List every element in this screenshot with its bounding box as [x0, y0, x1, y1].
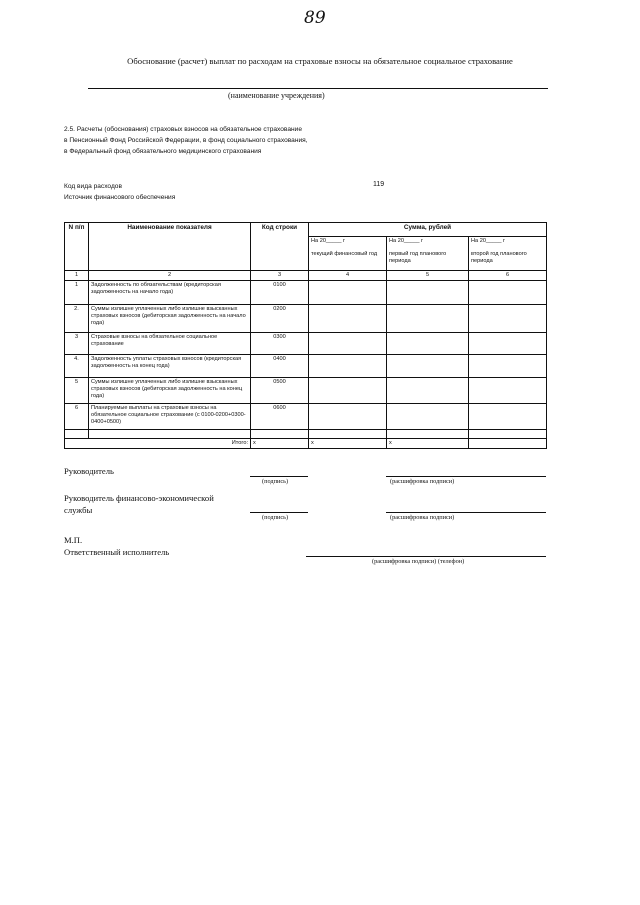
- total-x-mark: x: [387, 439, 469, 449]
- header-code: Код строки: [251, 223, 309, 271]
- expense-code-label: Код вида расходов: [64, 183, 122, 190]
- row-value[interactable]: [309, 355, 387, 378]
- col-number: 5: [387, 271, 469, 281]
- institution-caption: (наименование учреждения): [228, 91, 325, 100]
- total-row: [65, 439, 547, 449]
- section-heading: [64, 124, 308, 157]
- decoding-caption: (расшифровка подписи): [390, 514, 455, 521]
- table-row: [65, 404, 547, 430]
- header-num: N п/п: [65, 223, 89, 271]
- year-prefix: На 20_____ г: [311, 238, 346, 244]
- row-value[interactable]: [469, 404, 547, 430]
- row-value[interactable]: [469, 281, 547, 305]
- finance-decoding-line[interactable]: [386, 512, 546, 513]
- row-value[interactable]: [387, 378, 469, 404]
- finance-head-label: [64, 492, 214, 516]
- row-code: 0500: [251, 378, 309, 404]
- table-row: [65, 305, 547, 333]
- table-row: [65, 355, 547, 378]
- signature-caption: (подпись): [262, 514, 289, 521]
- year-desc: первый год планового периода: [389, 251, 447, 264]
- executor-line[interactable]: [306, 556, 546, 557]
- total-x-mark: x: [251, 439, 309, 449]
- head-label: Руководитель: [64, 466, 114, 476]
- table-row: [65, 281, 547, 305]
- row-name: Суммы излишне уплаченных либо излишне взысканных страховых взносов (дебиторская задолженность на начало года): [89, 305, 251, 333]
- row-value[interactable]: [469, 333, 547, 355]
- year-desc: второй год планового периода: [471, 251, 527, 264]
- expense-code-value: 119: [373, 181, 385, 188]
- row-value[interactable]: [469, 378, 547, 404]
- year-prefix: На 20_____ г: [471, 238, 506, 244]
- row-num: 6: [65, 404, 89, 430]
- col-number: 1: [65, 271, 89, 281]
- finance-head-label-line: Руководитель финансово-экономической: [64, 493, 214, 503]
- year-prefix: На 20_____ г: [389, 238, 424, 244]
- head-decoding-line[interactable]: [386, 476, 546, 477]
- row-name: Задолженность по обязательствам (кредиторская задолженность на начало года): [89, 281, 251, 305]
- row-num: 5: [65, 378, 89, 404]
- row-code: 0200: [251, 305, 309, 333]
- table-row-empty: [65, 430, 547, 439]
- contributions-table: [64, 222, 547, 449]
- executor-label: Ответственный исполнитель: [64, 547, 170, 557]
- row-name: Задолженность уплаты страховых взносов (кредиторская задолженность на конец года): [89, 355, 251, 378]
- section-heading-line: в Пенсионный Фонд Российской Федерации, в фонд социального страхования,: [64, 137, 308, 144]
- row-value[interactable]: [387, 404, 469, 430]
- row-num: 2.: [65, 305, 89, 333]
- col-number: 2: [89, 271, 251, 281]
- row-num: 1: [65, 281, 89, 305]
- col-number: 6: [469, 271, 547, 281]
- header-sum: Сумма, рублей: [309, 223, 547, 237]
- section-heading-line: 2.5. Расчеты (обоснования) страховых взносов на обязательное страхование: [64, 126, 303, 133]
- page-number: 89: [304, 8, 326, 28]
- row-code: 0300: [251, 333, 309, 355]
- finance-head-label-line: службы: [64, 505, 93, 515]
- row-value[interactable]: [309, 281, 387, 305]
- funding-source-label: Источник финансового обеспечения: [64, 194, 176, 201]
- row-code: 0600: [251, 404, 309, 430]
- head-signature-line[interactable]: [250, 476, 308, 477]
- header-year-2: [387, 237, 469, 271]
- header-year-1: [309, 237, 387, 271]
- section-heading-line: в Федеральный фонд обязательного медицинского страхования: [64, 148, 262, 155]
- row-value[interactable]: [387, 355, 469, 378]
- row-value[interactable]: [309, 404, 387, 430]
- header-name: Наименование показателя: [89, 223, 251, 271]
- total-label: Итого:: [65, 439, 251, 449]
- decoding-phone-caption: (расшифровка подписи) (телефон): [372, 558, 465, 565]
- table-row: [65, 333, 547, 355]
- document-title: Обоснование (расчет) выплат по расходам на страховые взносы на обязательное социальное страхование: [127, 56, 513, 66]
- row-value[interactable]: [387, 333, 469, 355]
- row-code: 0400: [251, 355, 309, 378]
- table-row: [65, 378, 547, 404]
- row-value[interactable]: [387, 305, 469, 333]
- stamp-label: М.П.: [64, 535, 83, 545]
- row-num: 4.: [65, 355, 89, 378]
- row-value[interactable]: [309, 305, 387, 333]
- decoding-caption: (расшифровка подписи): [390, 478, 455, 485]
- year-desc: текущий финансовый год: [311, 251, 378, 257]
- column-number-row: [65, 271, 547, 281]
- col-number: 3: [251, 271, 309, 281]
- finance-signature-line[interactable]: [250, 512, 308, 513]
- row-value[interactable]: [469, 305, 547, 333]
- institution-name-line: [88, 88, 548, 89]
- col-number: 4: [309, 271, 387, 281]
- row-name: Планируемые выплаты на страховые взносы на обязательное социальное страхование (с 0100-0200+0300-0400+0500): [89, 404, 251, 430]
- row-value[interactable]: [469, 355, 547, 378]
- row-name: Суммы излишне уплаченных либо излишне взысканных страховых взносов (дебиторская задолженность на конец года): [89, 378, 251, 404]
- total-value[interactable]: [469, 439, 547, 449]
- row-code: 0100: [251, 281, 309, 305]
- meta-block: [64, 181, 175, 203]
- row-name: Страховые взносы на обязательное социальное страхование: [89, 333, 251, 355]
- row-value[interactable]: [387, 281, 469, 305]
- row-value[interactable]: [309, 378, 387, 404]
- header-year-3: [469, 237, 547, 271]
- row-value[interactable]: [309, 333, 387, 355]
- total-x-mark: x: [309, 439, 387, 449]
- signature-caption: (подпись): [262, 478, 289, 485]
- row-num: 3: [65, 333, 89, 355]
